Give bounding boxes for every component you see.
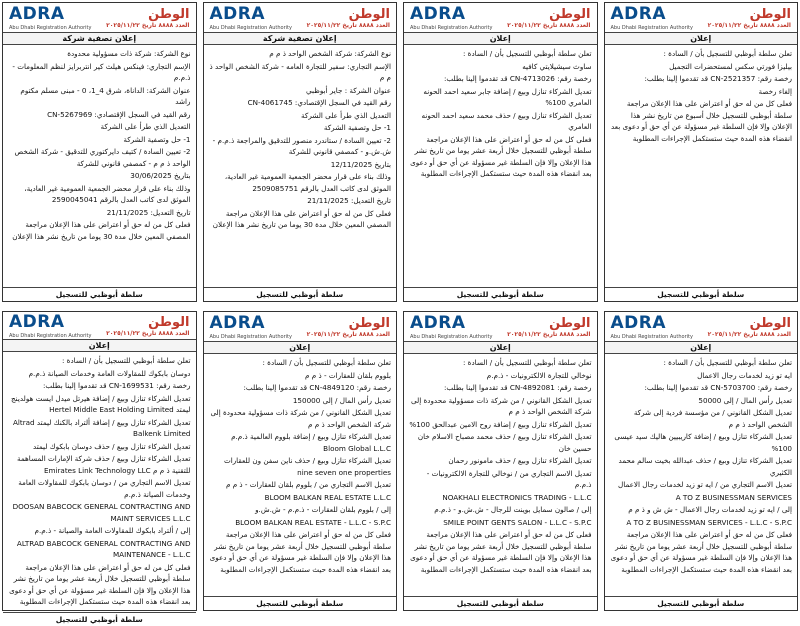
newspaper-masthead bbox=[708, 7, 791, 29]
notice-line: نوع الشركة: شركة ذات مسؤولية محدودة bbox=[67, 49, 191, 58]
adra-logo-text: ADRA bbox=[9, 312, 65, 332]
adra-logo-text: ADRA bbox=[410, 4, 466, 24]
notice-line: إلى / ايه تو زيد لخدمات رجال الاعمال - ش ش و ذ م م bbox=[628, 505, 792, 514]
notice-body bbox=[404, 354, 597, 596]
newspaper-masthead bbox=[106, 7, 189, 29]
notice-line: DOOSAN BABCOCK GENERAL CONTRACTING AND MAINT SERVICES L.L.C bbox=[12, 502, 191, 523]
adra-logo-sub: Abu Dhabi Registration Authority bbox=[209, 334, 292, 340]
notice-body bbox=[605, 354, 798, 596]
adra-logo-text: ADRA bbox=[209, 4, 266, 24]
notice-line: تاريخ التعديل: 21/11/2025 bbox=[106, 207, 191, 217]
issue-info: العدد ٨٨٨٨ تاريخ ٢٠٢٥/١١/٢٢ bbox=[306, 330, 390, 338]
adra-logo-text: ADRA bbox=[610, 4, 667, 24]
notice-line: تعديل رأس المال / إلى 50000 bbox=[698, 395, 792, 405]
notice-line: تعديل الشركاء تنازل وبيع / حذف ناين سفن ون للعقارات nine seven one properties bbox=[223, 456, 391, 477]
adra-logo-sub: Abu Dhabi Registration Authority bbox=[209, 25, 292, 31]
notice-line: ايه تو زيد لخدمات رجال الاعمال bbox=[697, 370, 792, 380]
notice-card bbox=[604, 311, 799, 611]
notice-line: رقم القيد في السجل الإقتصادي: CN-4061745 bbox=[247, 98, 391, 107]
adra-logo-sub: Abu Dhabi Registration Authority bbox=[9, 25, 92, 31]
notice-footer: سلطة أبوظبي للتسجيل bbox=[404, 287, 597, 301]
notice-line: تعديل الشركاء تنازل وبيع / حذف محمد سعيد احمد الحونه العامري bbox=[421, 110, 592, 131]
newspaper-name: الوطن bbox=[348, 6, 390, 22]
notice-card bbox=[203, 2, 398, 302]
notice-header bbox=[605, 3, 798, 33]
newspaper-name: الوطن bbox=[348, 315, 390, 331]
notice-footer: سلطة أبوظبي للتسجيل bbox=[3, 287, 196, 301]
adra-logo bbox=[410, 313, 492, 340]
notice-line: تعديل الشركاء تنازل وبيع / إضافة بلووم العالمية ذ.م.م Bloom Global L.L.C bbox=[231, 432, 391, 453]
issue-info: العدد ٨٨٨٨ تاريخ ٢٠٢٥/١١/٢٢ bbox=[306, 21, 390, 29]
notice-line: فعلى كل من له حق أو اعتراض على هذا الإعلان مراجعة سلطة أبوظبي للتسجيل خلال أربعة عشر يوما من تاريخ نشر هذا الإعلان وإلا فإن السلطة غير مسؤولة عن أي حق أو دعوى بعد انقضاء هذه المدة حيث ستستكمل الإجراءات المطلوبة bbox=[9, 562, 191, 606]
notice-line: تاريخ التعديل: 21/11/2025 bbox=[307, 196, 391, 205]
notice-footer: سلطة أبوظبي للتسجيل bbox=[605, 596, 798, 610]
notice-line: تعديل الشركاء تنازل وبيع / إضافة هيرتل ميدل ايست هولدينج ليمتد Hertel Middle East Holding Limited bbox=[11, 393, 191, 414]
adra-logo bbox=[410, 4, 492, 31]
notice-line: رخصة رقم: CN-4849120 قد تقدموا إلينا بطلب: bbox=[243, 383, 391, 392]
notice-footer: سلطة أبوظبي للتسجيل bbox=[605, 287, 798, 301]
notice-line: تعديل الشركاء تنازل وبيع / حذف عبدالله بخيت سالم محمد الكثيري bbox=[618, 456, 792, 477]
notice-line: تعديل الشركاء تنازل وبيع / حذف مامونور رحمان bbox=[448, 456, 592, 465]
notice-line: NOAKHALI ELECTRONICS TRADING - L.L.C bbox=[442, 492, 592, 502]
notice-line: فعلى كل من له حق أو اعتراض على هذا الإعلان مراجعة سلطة أبوظبي للتسجيل خلال أسبوع من تاريخ نشر هذا الإعلان وإلا فإن السلطة غير مسؤولة عن أي حق أو دعوى بعد انقضاء هذه المدة حيث ستستكمل الإجراءات المطلوبة bbox=[610, 99, 792, 143]
notice-line: A TO Z BUSINESSMAN SERVICES - L.L.C - S.P.C bbox=[626, 517, 792, 527]
notice-line: عنوان الشركة : جاير أبوظبي bbox=[305, 85, 391, 95]
notice-line: تعلن سلطة أبوظبي للتسجيل بأن / السادة : bbox=[462, 358, 592, 367]
newspaper-masthead bbox=[307, 316, 390, 338]
notice-line: تعلن سلطة أبوظبي للتسجيل بأن / السادة : bbox=[61, 356, 191, 365]
notice-line: تعديل الشركاء تنازل وبيع / حذف شركة الإمارات المساهمة للتقنية ذ م م Emirates Link Technology LLC bbox=[16, 454, 191, 475]
notice-line: تعديل الشكل القانوني / من شركة ذات مسؤولية محدودة إلى شركة الشخص الواحد ذ م م bbox=[411, 395, 592, 416]
notice-line: تعديل الشركاء تنازل وبيع / إضافة ألتراد بالكنك ليمتد Altrad Balkenk Limited bbox=[12, 417, 191, 438]
newspaper-masthead bbox=[708, 316, 791, 338]
adra-logo bbox=[210, 313, 292, 340]
notice-line: ساوث سيشيلايتي كافيه bbox=[522, 61, 592, 71]
notice-line: 1- حل وتصفية الشركة bbox=[323, 123, 391, 132]
newspaper-name: الوطن bbox=[148, 314, 190, 330]
notice-header bbox=[3, 312, 196, 340]
notice-body bbox=[204, 354, 397, 596]
notice-line: إلغاء رخصة bbox=[758, 86, 792, 96]
notice-title: إعلان bbox=[605, 33, 798, 45]
notice-line: فعلى كل من له حق أو اعتراض على هذا الإعلان مراجعة المصفي المعين خلال مدة 30 يوما من تاريخ نشر هذا الإعلان bbox=[212, 208, 391, 229]
notice-line: بلووم بلقان للعقارات - ذ م م bbox=[305, 370, 391, 380]
notice-line: تعديل الاسم التجاري من / نوخالي للتجارة الالكترونيات - ذ.م.م bbox=[426, 468, 592, 489]
notice-line: رخصة رقم: CN-1699531 قد تقدموا إلينا بطلب: bbox=[43, 381, 191, 390]
adra-logo-text: ADRA bbox=[410, 313, 466, 333]
notice-line: رخصة رقم: CN-5703700 قد تقدموا إلينا بطلب: bbox=[644, 383, 792, 392]
newspaper-name: الوطن bbox=[749, 315, 791, 331]
newspaper-masthead bbox=[307, 7, 390, 29]
adra-logo-sub: Abu Dhabi Registration Authority bbox=[9, 333, 92, 339]
adra-logo-sub: Abu Dhabi Registration Authority bbox=[610, 25, 693, 31]
notice-line: 2- تعيين السادة / كتيف دايركتوري للتدقيق - شركة الشخص الواحد ذ م م - كمصفي قانوني للشركة bbox=[14, 147, 191, 168]
adra-logo-text: ADRA bbox=[610, 313, 667, 333]
notice-line: تعديل الاسم التجاري من / دوسان بابكوك للمقاولات العامة وخدمات الصيانة ذ.م.م bbox=[18, 478, 191, 499]
notice-card bbox=[203, 311, 398, 611]
adra-logo-text: ADRA bbox=[9, 4, 65, 24]
adra-logo bbox=[611, 313, 693, 340]
notice-title: إعلان تصفية شركة bbox=[3, 33, 196, 45]
notice-card bbox=[2, 311, 197, 624]
notices-grid bbox=[2, 2, 798, 624]
notice-line: تعديل الشركاء تنازل وبيع / إضافة جابر سعيد احمد الحونه العامري 100% bbox=[423, 86, 592, 107]
notice-line: بتاريخ 12/11/2025 bbox=[330, 159, 391, 169]
issue-info: العدد ٨٨٨٨ تاريخ ٢٠٢٥/١١/٢٢ bbox=[707, 21, 791, 29]
adra-logo bbox=[9, 4, 91, 31]
notice-line: فعلى كل من له حق أو اعتراض على هذا الإعلان مراجعة سلطة أبوظبي للتسجيل خلال أربعة عشر يوما من تاريخ نشر هذا الإعلان وإلا فإن السلطة غير مسؤولة عن أي حق أو دعوى بعد انقضاء هذه المدة حيث ستستكمل الإجراءات المطلوبة bbox=[410, 530, 592, 574]
notice-header bbox=[204, 3, 397, 33]
notice-line: وذلك بناء على قرار محضر الجمعية العمومية غير العادية، الموثق لدى كاتب العدل بالرقم 2509085751 bbox=[224, 172, 391, 193]
notice-line: تعديل الشكل القانوني / من شركة ذات مسؤولية محدودة إلى شركة الشخص الواحد ذ م م bbox=[210, 408, 391, 429]
notice-line: بيليزا فورتي سكس لمستحضرات التجميل bbox=[669, 61, 792, 71]
issue-info: العدد ٨٨٨٨ تاريخ ٢٠٢٥/١١/٢٢ bbox=[106, 329, 190, 337]
notice-body bbox=[3, 352, 196, 612]
newspaper-masthead bbox=[507, 7, 590, 29]
notice-line: إلى / ألتراد بابكوك للمقاولات العامة والصيانة - ذ.م.م bbox=[34, 526, 191, 535]
notice-header bbox=[404, 312, 597, 342]
notice-title: إعلان bbox=[404, 33, 597, 45]
newspaper-name: الوطن bbox=[749, 6, 791, 22]
adra-logo-sub: Abu Dhabi Registration Authority bbox=[610, 334, 693, 340]
notice-title: إعلان bbox=[404, 342, 597, 354]
newspaper-masthead bbox=[106, 315, 189, 337]
notice-line: تعديل الشكل القانوني / من مؤسسة فردية إلى شركة الشخص الواحد ذ م م bbox=[633, 408, 792, 429]
notice-line: إلى / بلووم بلقان للعقارات - ذ.م.م - ش.ش.و bbox=[255, 505, 391, 514]
adra-logo bbox=[611, 4, 693, 31]
notice-line: عنوان الشركة: الداناة، شرق 4_1، 0 - مبنى مسلم مكتوم راشد bbox=[20, 85, 191, 106]
notice-line: تعديل الشركاء تنازل وبيع / حذف محمد مصباح الاسلام خان حسين خان bbox=[417, 432, 592, 453]
notice-line: تعديل الشركاء تنازل وبيع / إضافة كاريبيين هاليك سيد عيسى 100% bbox=[614, 432, 792, 453]
issue-info: العدد ٨٨٨٨ تاريخ ٢٠٢٥/١١/٢٢ bbox=[507, 21, 591, 29]
newspaper-name: الوطن bbox=[549, 6, 591, 22]
notice-title: إعلان bbox=[204, 342, 397, 354]
notice-line: تعديل رأس المال / إلى 150000 bbox=[292, 395, 391, 405]
notice-card bbox=[604, 2, 799, 302]
notice-line: وذلك بناء على قرار محضر الجمعية العمومية غير العادية، الموثق لدى كاتب العدل بالرقم 2590045041 bbox=[24, 183, 191, 204]
notice-line: إلى / صالون سمايل بوينت للرجال - ش.ش.و - ذ.م.م bbox=[434, 505, 592, 514]
newspaper-name: الوطن bbox=[549, 315, 591, 331]
notice-line: رقم القيد في السجل الإقتصادي: CN-5267969 bbox=[47, 109, 191, 119]
notice-body bbox=[3, 45, 196, 287]
notice-line: دوسان بابكوك للمقاولات العامة وخدمات الصيانة ذ.م.م bbox=[28, 368, 191, 378]
issue-info: العدد ٨٨٨٨ تاريخ ٢٠٢٥/١١/٢٢ bbox=[707, 330, 791, 338]
notice-line: الإسم التجاري: فينكس هيلث كير انتربرايز لنظم المعلومات - ذ.م.م bbox=[12, 61, 191, 82]
notice-line: تعديل الاسم التجاري من / ايه تو زيد لخدمات رجال الاعمال bbox=[618, 480, 792, 489]
notice-body bbox=[404, 45, 597, 287]
adra-logo bbox=[9, 312, 91, 339]
notice-line: رخصة رقم: CN-4892081 قد تقدموا إلينا بطلب: bbox=[444, 383, 592, 392]
notice-line: بتاريخ 30/06/2025 bbox=[130, 171, 191, 180]
notice-line: فعلى كل من له حق أو اعتراض على هذا الإعلان مراجعة سلطة أبوظبي للتسجيل خلال أربعة عشر يوما من تاريخ نشر هذا الإعلان وإلا فإن السلطة غير مسؤولة عن أي حق أو دعوى بعد انقضاء هذه المدة حيث ستستكمل الإجراءات المطلوبة bbox=[410, 134, 592, 178]
notice-line: BLOOM BALKAN REAL ESTATE L.L.C bbox=[264, 492, 391, 502]
notice-line: التعديل الذي طرأ على الشركة bbox=[100, 122, 191, 131]
notice-line: تعلن سلطة أبوظبي للتسجيل بأن / السادة : bbox=[663, 49, 792, 58]
notice-card bbox=[403, 2, 598, 302]
notice-title: إعلان bbox=[3, 340, 196, 352]
notice-line: BLOOM BALKAN REAL ESTATE - L.L.C - S.P.C bbox=[235, 517, 391, 527]
notice-line: 1- حل وتصفية الشركة bbox=[123, 134, 191, 144]
adra-logo-sub: Abu Dhabi Registration Authority bbox=[410, 334, 493, 340]
notice-card bbox=[403, 311, 598, 611]
notice-header bbox=[3, 3, 196, 33]
notice-line: تعديل الشركاء تنازل وبيع / إضافة روح الامين عبدالحق 100% bbox=[409, 419, 592, 429]
notice-line: نوخالي للتجارة الالكترونيات - ذ.م.م bbox=[486, 370, 592, 380]
notice-line: A TO Z BUSINESSMAN SERVICES bbox=[675, 492, 792, 502]
notice-line: تعلن سلطة أبوظبي للتسجيل بأن / السادة : bbox=[462, 49, 592, 58]
notice-header bbox=[204, 312, 397, 342]
issue-info: العدد ٨٨٨٨ تاريخ ٢٠٢٥/١١/٢٢ bbox=[507, 330, 591, 338]
notice-card bbox=[2, 2, 197, 302]
notice-footer: سلطة أبوظبي للتسجيل bbox=[3, 612, 196, 626]
notice-line: تعديل الشركاء تنازل وبيع / حذف دوسان بابكوك ليمتد bbox=[32, 441, 191, 451]
notice-line: تعلن سلطة أبوظبي للتسجيل بأن / السادة : bbox=[663, 358, 792, 367]
adra-logo-text: ADRA bbox=[209, 313, 266, 333]
notice-line: رخصة رقم: CN-2521357 قد تقدموا إلينا بطلب: bbox=[644, 74, 792, 83]
notice-title: إعلان تصفية شركة bbox=[204, 33, 397, 45]
notice-line: ALTRAD BABCOCK GENERAL CONTRACTING AND MAINTENANCE - L.L.C bbox=[16, 538, 191, 559]
notice-footer: سلطة أبوظبي للتسجيل bbox=[204, 287, 397, 301]
adra-logo-sub: Abu Dhabi Registration Authority bbox=[410, 25, 493, 31]
notice-line: 2- تعيين السادة / ستاندرد منصور للتدقيق والمراجعة ذ.م.م - ش.ش.و - كمصفي قانوني للشركة bbox=[212, 135, 391, 156]
notice-footer: سلطة أبوظبي للتسجيل bbox=[404, 596, 597, 610]
adra-logo bbox=[210, 4, 292, 31]
notice-line: فعلى كل من له حق أو اعتراض على هذا الإعلان مراجعة سلطة أبوظبي للتسجيل خلال أربعة عشر يوما من تاريخ نشر هذا الإعلان وإلا فإن السلطة غير مسؤولة عن أي حق أو دعوى بعد انقضاء هذه المدة حيث ستستكمل الإجراءات المطلوبة bbox=[610, 530, 792, 574]
notice-footer: سلطة أبوظبي للتسجيل bbox=[204, 596, 397, 610]
issue-info: العدد ٨٨٨٨ تاريخ ٢٠٢٥/١١/٢٢ bbox=[106, 21, 190, 29]
notice-line: تعلن سلطة أبوظبي للتسجيل بأن / السادة : bbox=[262, 358, 391, 367]
notice-body bbox=[204, 45, 397, 287]
newspaper-masthead bbox=[507, 316, 590, 338]
notice-line: نوع الشركة: شركة الشخص الواحد ذ م م bbox=[269, 49, 391, 58]
notice-line: الإسم التجاري: سفير للتجارة العامه - شركة الشخص الواحد ذ م م bbox=[209, 61, 391, 82]
notice-header bbox=[404, 3, 597, 33]
notice-line: تعديل الاسم التجاري من / بلووم بلقان للعقارات - ذ م م bbox=[225, 480, 391, 489]
notice-line: التعديل الذي طرأ على الشركة bbox=[301, 110, 391, 120]
notice-body bbox=[605, 45, 798, 287]
notice-line: SMILE POINT GENTS SALON - L.L.C - S.P.C bbox=[443, 517, 592, 527]
notice-title: إعلان bbox=[605, 342, 798, 354]
notice-header bbox=[605, 312, 798, 342]
notice-line: فعلى كل من له حق أو اعتراض على هذا الإعلان مراجعة سلطة أبوظبي للتسجيل خلال أربعة عشر يوما من تاريخ نشر هذا الإعلان وإلا فإن السلطة غير مسؤولة عن أي حق أو دعوى بعد انقضاء هذه المدة حيث ستستكمل الإجراءات المطلوبة bbox=[209, 530, 391, 574]
notice-line: رخصة رقم: CN-4713026 قد تقدموا إلينا بطلب: bbox=[444, 74, 592, 83]
newspaper-name: الوطن bbox=[148, 6, 190, 22]
notice-line: فعلى كل من له حق أو اعتراض على هذا الإعلان مراجعة المصفي المعين خلال مدة 30 يوما من تاريخ نشر هذا الإعلان bbox=[12, 220, 191, 241]
